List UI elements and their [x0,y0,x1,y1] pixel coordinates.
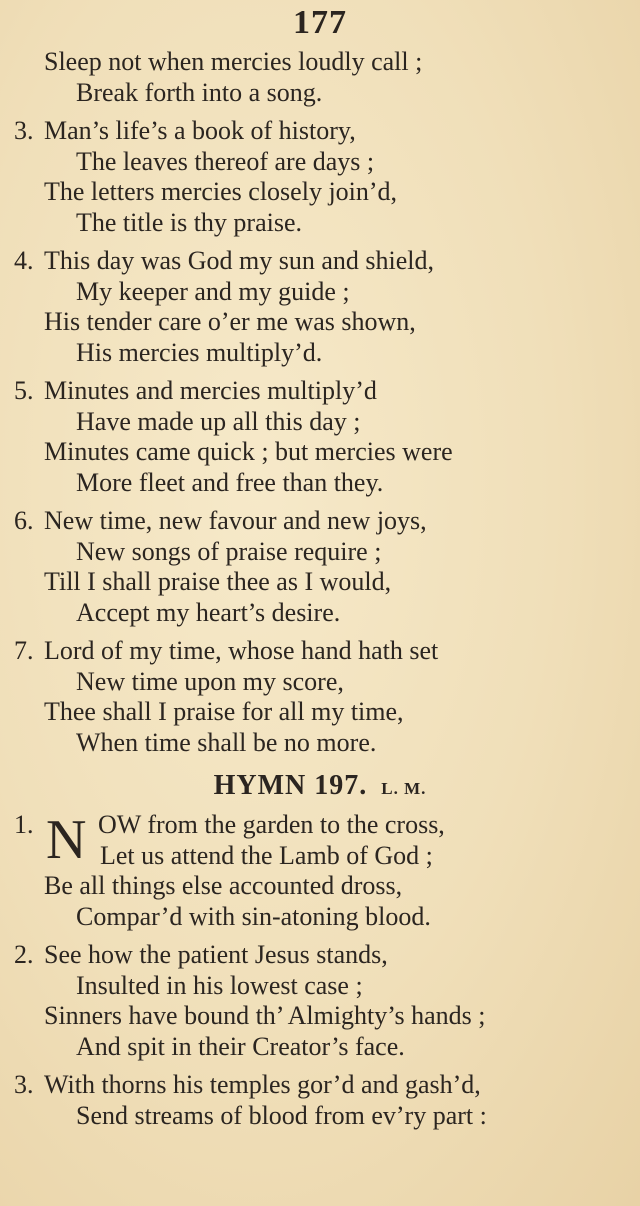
verse-line: 3. With thorns his temples gor’d and gash’d, [14,1070,481,1099]
stanza-number: 4. [14,246,34,275]
stanza-number: 7. [14,636,34,665]
stanza-number: 6. [14,506,34,535]
stanza-6 [0,506,640,628]
verse-line: New time upon my score, [76,666,344,696]
hymn-stanza-3 [0,1070,640,1131]
verse-line-text: OW from the garden to the cross, [98,810,445,839]
stanza-5 [0,376,640,498]
verse-line: 6. New time, new favour and new joys, [14,506,427,535]
verse-line: The title is thy praise. [76,207,303,237]
verse-line: New songs of praise require ; [76,536,382,566]
stanza-number: 3. [14,116,34,145]
verse-line: Let us attend the Lamb of God ; [100,840,433,870]
hymn-stanza-2 [0,940,640,1062]
verse-line: Sinners have bound th’ Almighty’s hands ; [44,1001,486,1030]
verse-line: 4. This day was God my sun and shield, [14,246,434,275]
verse-line: My keeper and my guide ; [76,276,350,306]
verse-line: More fleet and free than they. [76,467,384,497]
hymn-title: HYMN 197. [213,770,368,801]
stanza-7 [0,636,640,758]
verse-line: Insulted in his lowest case ; [76,970,363,1000]
verse-line: 2. See how the patient Jesus stands, [14,940,388,969]
verse-line: Thee shall I praise for all my time, [44,697,404,726]
stanza-number: 3. [14,1070,34,1099]
stanza-continued [0,47,640,108]
stanza-number: 2. [14,940,34,969]
verse-line: Sleep not when mercies loudly call ; [44,47,423,76]
verse-line: The letters mercies closely join’d, [44,177,398,206]
verse-line: And spit in their Creator’s face. [76,1031,405,1061]
hymn-meter: L. M. [381,779,427,798]
drop-cap: N [46,809,87,871]
verse-line: Have made up all this day ; [76,406,361,436]
verse-line: His tender care o’er me was shown, [44,307,416,336]
stanza-number: 5. [14,376,34,405]
verse-line: His mercies multiply’d. [76,337,323,367]
verse-line: 3. Man’s life’s a book of history, [14,116,356,145]
page-number: 177 [293,4,347,41]
verse-line: Till I shall praise thee as I would, [44,567,392,596]
verse-line: The leaves thereof are days ; [76,146,375,176]
hymn-stanza-1 [0,810,640,932]
verse-line: When time shall be no more. [76,727,377,757]
verse-line: Minutes came quick ; but mercies were [44,437,453,466]
verse-line: 5. Minutes and mercies multiply’d [14,376,377,405]
stanza-4 [0,246,640,368]
verse-line: Break forth into a song. [76,77,323,107]
hymn-heading [0,766,640,806]
verse-line: Send streams of blood from ev’ry part : [76,1100,487,1130]
stanza-3 [0,116,640,238]
page-content [0,47,640,1139]
verse-line: Accept my heart’s desire. [76,597,341,627]
verse-line: 7. Lord of my time, whose hand hath set [14,636,439,665]
verse-line: Compar’d with sin-atoning blood. [76,901,431,931]
verse-line: Be all things else accounted dross, [44,871,403,900]
stanza-number: 1. [14,810,34,839]
